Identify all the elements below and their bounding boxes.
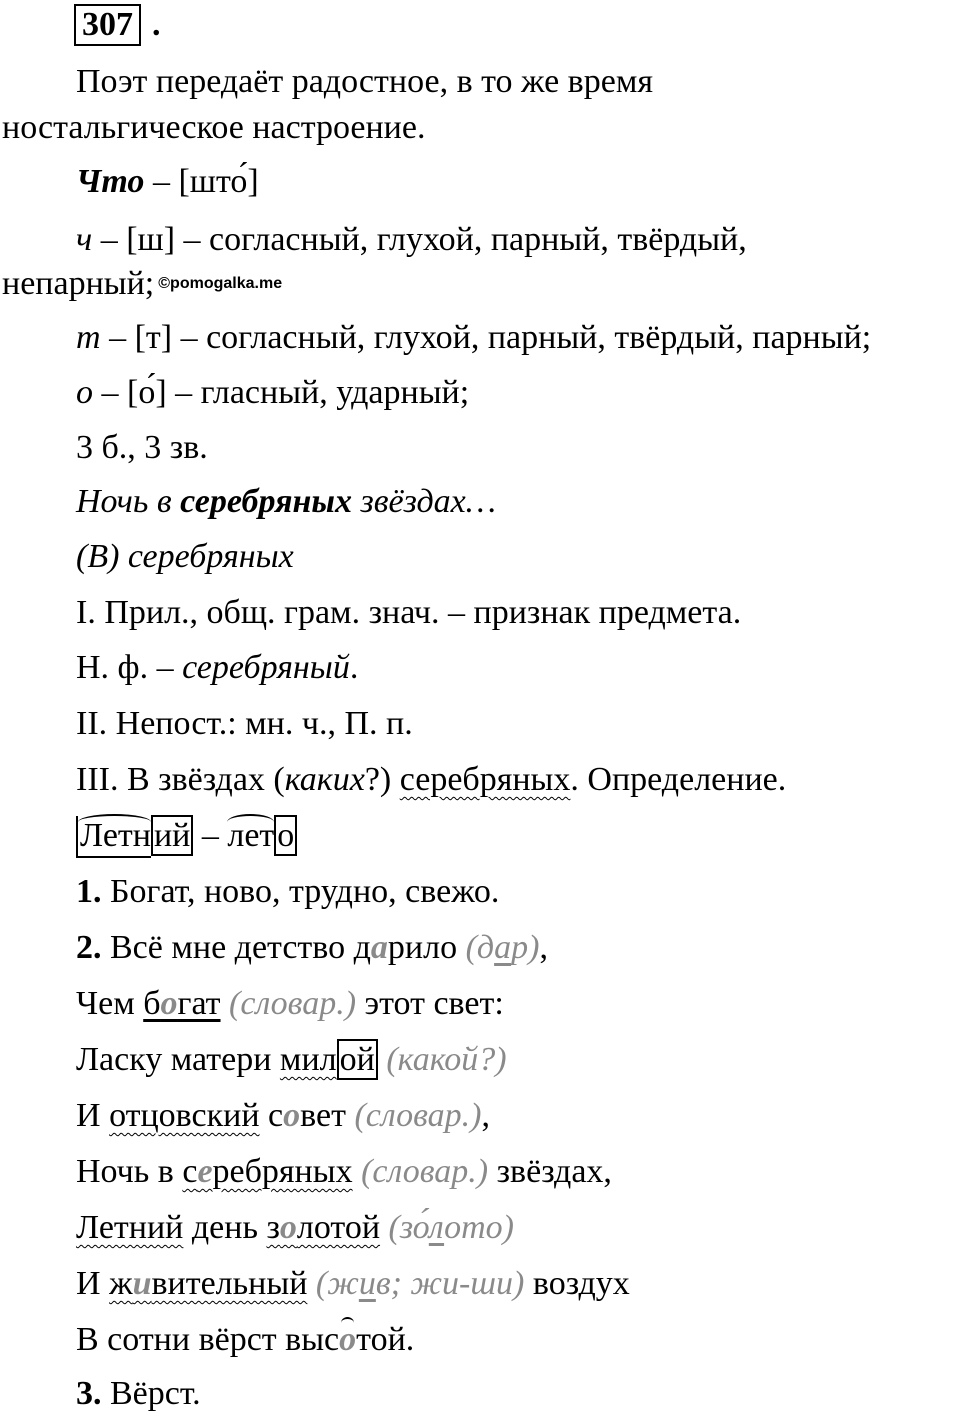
- poem-l8-vowel: о: [339, 1321, 357, 1358]
- poem-l1-note: [466, 929, 540, 966]
- poem-l1-note-u: а: [494, 929, 512, 966]
- morph-p3-question: каких: [284, 761, 365, 798]
- poem-line-1: [76, 928, 548, 968]
- wordform-dash: –: [193, 817, 228, 854]
- poem-line-7: [76, 1264, 630, 1304]
- poem-line-2: [76, 984, 504, 1024]
- morph-sentence: [76, 482, 496, 522]
- poem-l3-a: Ласку матери: [76, 1041, 280, 1078]
- poem-l4-word: отцовский: [109, 1097, 260, 1134]
- poem-l4-vowel: о: [283, 1097, 301, 1134]
- phonetic-t-line: [76, 318, 871, 358]
- poem-l6-w2b: лотой: [296, 1209, 381, 1246]
- poem-l2-b: этот свет:: [356, 985, 504, 1022]
- morph-p3-c: . Определение.: [570, 761, 787, 798]
- phonetic-ch-line: [76, 220, 747, 260]
- poem-l4-end: ,: [481, 1097, 490, 1134]
- morph-nf-label: Н. ф. –: [76, 649, 183, 686]
- morph-p3-a: III. В звёздах (: [76, 761, 285, 798]
- poem-l8-a: В сотни вёрст выс: [76, 1321, 340, 1358]
- morph-nf-dot: .: [349, 649, 359, 686]
- poem-l5-w2: ребряных: [212, 1153, 353, 1190]
- poem-l5-b: звёздах,: [488, 1153, 612, 1190]
- poem-l4-note: (словар.): [354, 1097, 482, 1134]
- poem-l7-word: [109, 1265, 307, 1302]
- poem-l8-b: той.: [356, 1321, 415, 1358]
- poem-l7-vowel: и: [132, 1265, 152, 1302]
- letter-o-desc: – [о́] – гласный, ударный;: [93, 374, 470, 411]
- poem-l7-note-u: и: [358, 1265, 376, 1302]
- phonetic-count: 3 б., 3 зв.: [76, 429, 208, 466]
- poem-l1-note-a: (д: [465, 929, 495, 966]
- poem-l4-a: И: [76, 1097, 110, 1134]
- poem-l7-note-a: (ж: [307, 1265, 359, 1302]
- morph-point-2: II. Непост.: мн. ч., П. п.: [76, 705, 413, 742]
- poem-l1-vowel: а: [370, 929, 388, 966]
- root-mark-1: Летн: [76, 816, 151, 858]
- poem-l4-b: с: [259, 1097, 284, 1134]
- poem-l6-w2a: з: [266, 1209, 280, 1246]
- poem-l7-w2: вительный: [151, 1265, 308, 1302]
- poem-l3-note: (какой?): [377, 1041, 507, 1078]
- letter-ch-desc: – [ш] – согласный, глухой, парный, твёрдый,: [92, 221, 747, 258]
- poem-l7-note: [307, 1265, 524, 1302]
- ending-box-1: ий: [151, 815, 193, 856]
- poem-l3-word: мил: [279, 1041, 337, 1078]
- poem-l6-word: Летний: [76, 1209, 184, 1246]
- task-3-number: 3.: [76, 1375, 102, 1412]
- poem-l5-a: Ночь в: [76, 1153, 183, 1190]
- poem-line-8: [76, 1320, 414, 1360]
- exercise-number: 307: [74, 4, 141, 46]
- poem-line-3: [76, 1040, 507, 1080]
- poem-l7-b: воздух: [524, 1265, 630, 1302]
- poem-l5-word: [182, 1153, 352, 1190]
- poem-l1-note-b: р): [511, 929, 540, 966]
- poem-l6-note: [380, 1209, 514, 1246]
- morph-p3-word: серебряных: [399, 761, 571, 798]
- task-1-text: Богат, ново, трудно, свежо.: [101, 873, 500, 910]
- poem-l2-w2: гат: [177, 985, 221, 1022]
- phonetic-o-line: [76, 373, 469, 413]
- poem-l6-note-b: ото): [444, 1209, 514, 1246]
- poem-l2-word: [143, 985, 220, 1022]
- morph-nf-word: серебряный: [182, 649, 350, 686]
- letter-t: т: [76, 319, 101, 356]
- task-3: [76, 1374, 201, 1414]
- poem-l2-vowel: о: [160, 985, 178, 1022]
- letter-ch: ч: [76, 221, 93, 258]
- letter-o: о: [76, 374, 93, 411]
- letter-t-desc: – [т] – согласный, глухой, парный, твёрдый, парный;: [100, 319, 872, 356]
- poem-l2-w1: б: [143, 985, 161, 1022]
- phonetic-word-line: [76, 162, 259, 202]
- poem-line-6: [76, 1208, 514, 1248]
- poem-l5-note: (словар.): [352, 1153, 489, 1190]
- root-mark-2: лет: [227, 817, 275, 854]
- intro-line-1: Поэт передаёт радостное, в то же время: [76, 63, 653, 100]
- morph-case-word: [76, 537, 294, 577]
- morph-sentence-b: звёздах…: [352, 483, 496, 520]
- morph-case-word-text: (В) серебряных: [76, 538, 294, 575]
- phonetic-word: Что: [76, 163, 145, 200]
- poem-l4-c: вет: [300, 1097, 355, 1134]
- poem-l1-a: Всё мне детство д: [101, 929, 371, 966]
- morph-point-3: [76, 760, 786, 800]
- poem-l6-word-2: [266, 1209, 380, 1246]
- poem-l7-w1: ж: [109, 1265, 133, 1302]
- poem-l2-a: Чем: [76, 985, 144, 1022]
- letter-ch-desc-2: непарный;: [2, 265, 155, 302]
- poem-l3-ending-box: ой: [337, 1039, 378, 1080]
- task-2-number: 2.: [76, 929, 102, 966]
- poem-line-5: [76, 1152, 612, 1192]
- morph-p3-b: ?): [364, 761, 400, 798]
- intro-line-2: ностальгическое настроение.: [2, 109, 426, 146]
- watermark-brand: ©pomogalka.me: [158, 275, 283, 292]
- ending-box-2: о: [274, 815, 297, 856]
- poem-l6-a: день: [183, 1209, 267, 1246]
- poem-l5-vowel: е: [197, 1153, 213, 1190]
- poem-l5-w1: с: [182, 1153, 198, 1190]
- poem-l6-note-u: л: [428, 1209, 445, 1246]
- phonetic-transcription: – [што́]: [144, 163, 259, 200]
- task-1-number: 1.: [76, 873, 102, 910]
- poem-l6-note-a: (зо́: [380, 1209, 429, 1246]
- poem-line-4: [76, 1096, 490, 1136]
- morph-point-1: I. Прил., общ. грам. знач. – признак предмета.: [76, 594, 742, 631]
- poem-l1-end: ,: [539, 929, 548, 966]
- task-1: [76, 872, 499, 912]
- task-3-text: Вёрст.: [101, 1375, 201, 1412]
- poem-l2-note: (словар.): [220, 985, 357, 1022]
- morph-sentence-bold: серебряных: [180, 483, 353, 520]
- morph-sentence-a: Ночь в: [76, 483, 181, 520]
- morph-initial-form: [76, 648, 358, 688]
- poem-l7-a: И: [76, 1265, 110, 1302]
- wordform-line: [76, 816, 297, 858]
- poem-l7-note-b: в; жи-ши): [375, 1265, 525, 1302]
- poem-l6-vowel: о: [279, 1209, 297, 1246]
- phonetic-ch-line-2: [2, 264, 282, 310]
- exercise-number-dot: .: [152, 6, 161, 43]
- poem-l1-b: рило: [387, 929, 466, 966]
